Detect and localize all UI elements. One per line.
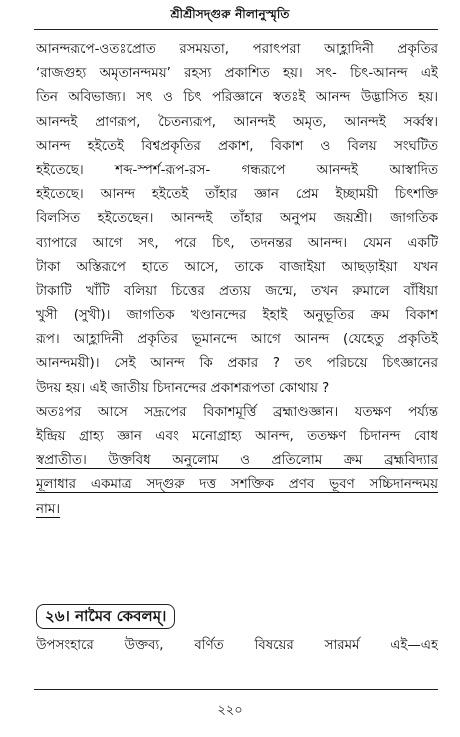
text-line: রূপ। আহ্লাদিনী প্রকৃতির ভূমানন্দে আগে আনন্দ (যেহেতু প্রকৃতিই: [36, 332, 438, 348]
section-heading-row: [36, 603, 175, 629]
text-line: আনন্দময়ী)। সেই আনন্দ কি প্রকার ? তৎ পরিচয়ে চিৎজ্ঞানের: [36, 356, 438, 372]
text-line: অতঃপর আসে সদ্রূপের বিকাশমূর্ত্তি ব্রহ্মাণ্ডজ্ঞান। যতক্ষণ পর্য্যন্ত: [36, 404, 438, 420]
text-line: হইতেছে। আনন্দ হইতেই তাঁহার জ্ঞান প্রেম ইচ্ছাময়ী চিৎশক্তি: [36, 187, 438, 203]
text-line: বিলসিত হইতেছেন। আনন্দই তাঁহার অনুপম জয়শ্রী। জাগতিক: [36, 211, 438, 227]
text-line: উপসংহারে উক্তব্য, বর্ণিত বিষয়ের সারমর্ম এই—এহ: [36, 638, 438, 653]
text-line: উদয় হয়। এই জাতীয় চিদানন্দের প্রকাশরূপতা কোথায় ?: [36, 380, 330, 396]
text-line: টাকা অস্তিরূপে হাতে আসে, তাকে বাজাইয়া আছড়াইয়া যখন: [36, 259, 438, 275]
text-line: খুসী (সুখী)। জাগতিক খণ্ডানন্দের ইহাই অনুভূতির ক্রম বিকাশ: [36, 308, 438, 324]
text-line: আনন্দই প্রাণরূপ, চৈতন্যরূপ, আনন্দই অমৃত, আনন্দই সর্ব্বস্ব।: [36, 114, 438, 130]
body-text: [36, 38, 438, 522]
running-head: শ্রীশ্রীসদ্‌গুরু নীলানুস্মৃতি: [170, 7, 290, 21]
text-line: হইতেছে। শব্দ-স্পর্শ-রূপ-রস- গন্ধরূপে আনন্দই আস্বাদিত: [36, 162, 438, 178]
text-line: আনন্দরূপে-ওতঃপ্রোত রসময়তা, পরাৎপরা আহ্লাদিনী প্রকৃতির: [36, 42, 438, 57]
footer-rule: [34, 689, 438, 690]
underlined-text-line: স্বপ্রাতীত। উক্তবিধ অনুলোম ও প্রতিলোম ক্রম ব্রহ্মবিদ্যার: [36, 453, 438, 469]
section-heading: ২৬। নামৈব কেবলম্।: [36, 604, 175, 629]
underlined-text-line: নাম।: [36, 501, 61, 517]
text-line: ‘রাজগুহ্য অমৃতানন্দময়’ রহস্য প্রকাশিত হয়। সৎ- চিৎ-আনন্দ এই: [36, 66, 438, 82]
underlined-text-line: মূলাধার একমাত্র সদ্‌গুরু দত্ত সশক্তিক প্রণব ভূবণ সচ্চিদানন্দময়: [36, 477, 438, 493]
text-line: ব্যাপারে আগে সৎ, পরে চিৎ, তদনন্তর আনন্দ। যেমন একটি: [36, 235, 438, 251]
text-line: ইন্দ্রিয় গ্রাহ্য জ্ঞান এবং মনোগ্রাহ্য আনন্দ, ততক্ষণ চিদানন্দ বোধ: [36, 429, 438, 444]
text-line: টাকাটি খাঁটি বলিয়া চিত্তের প্রত্যয় জন্মে, তখন রুমালে বাঁধিয়া: [36, 283, 438, 299]
header-rule: [34, 29, 438, 30]
page-number: ২২০: [217, 703, 243, 718]
text-line: তিন অবিভাজ্য। সৎ ও চিৎ পরিজ্ঞানে স্বতঃই আনন্দ উদ্ভাসিত হয়।: [36, 90, 438, 106]
tail-text: [36, 634, 438, 658]
text-line: আনন্দ হইতেই বিশ্বপ্রকৃতির প্রকাশ, বিকাশ ও বিলয় সংঘটিত: [36, 138, 438, 154]
